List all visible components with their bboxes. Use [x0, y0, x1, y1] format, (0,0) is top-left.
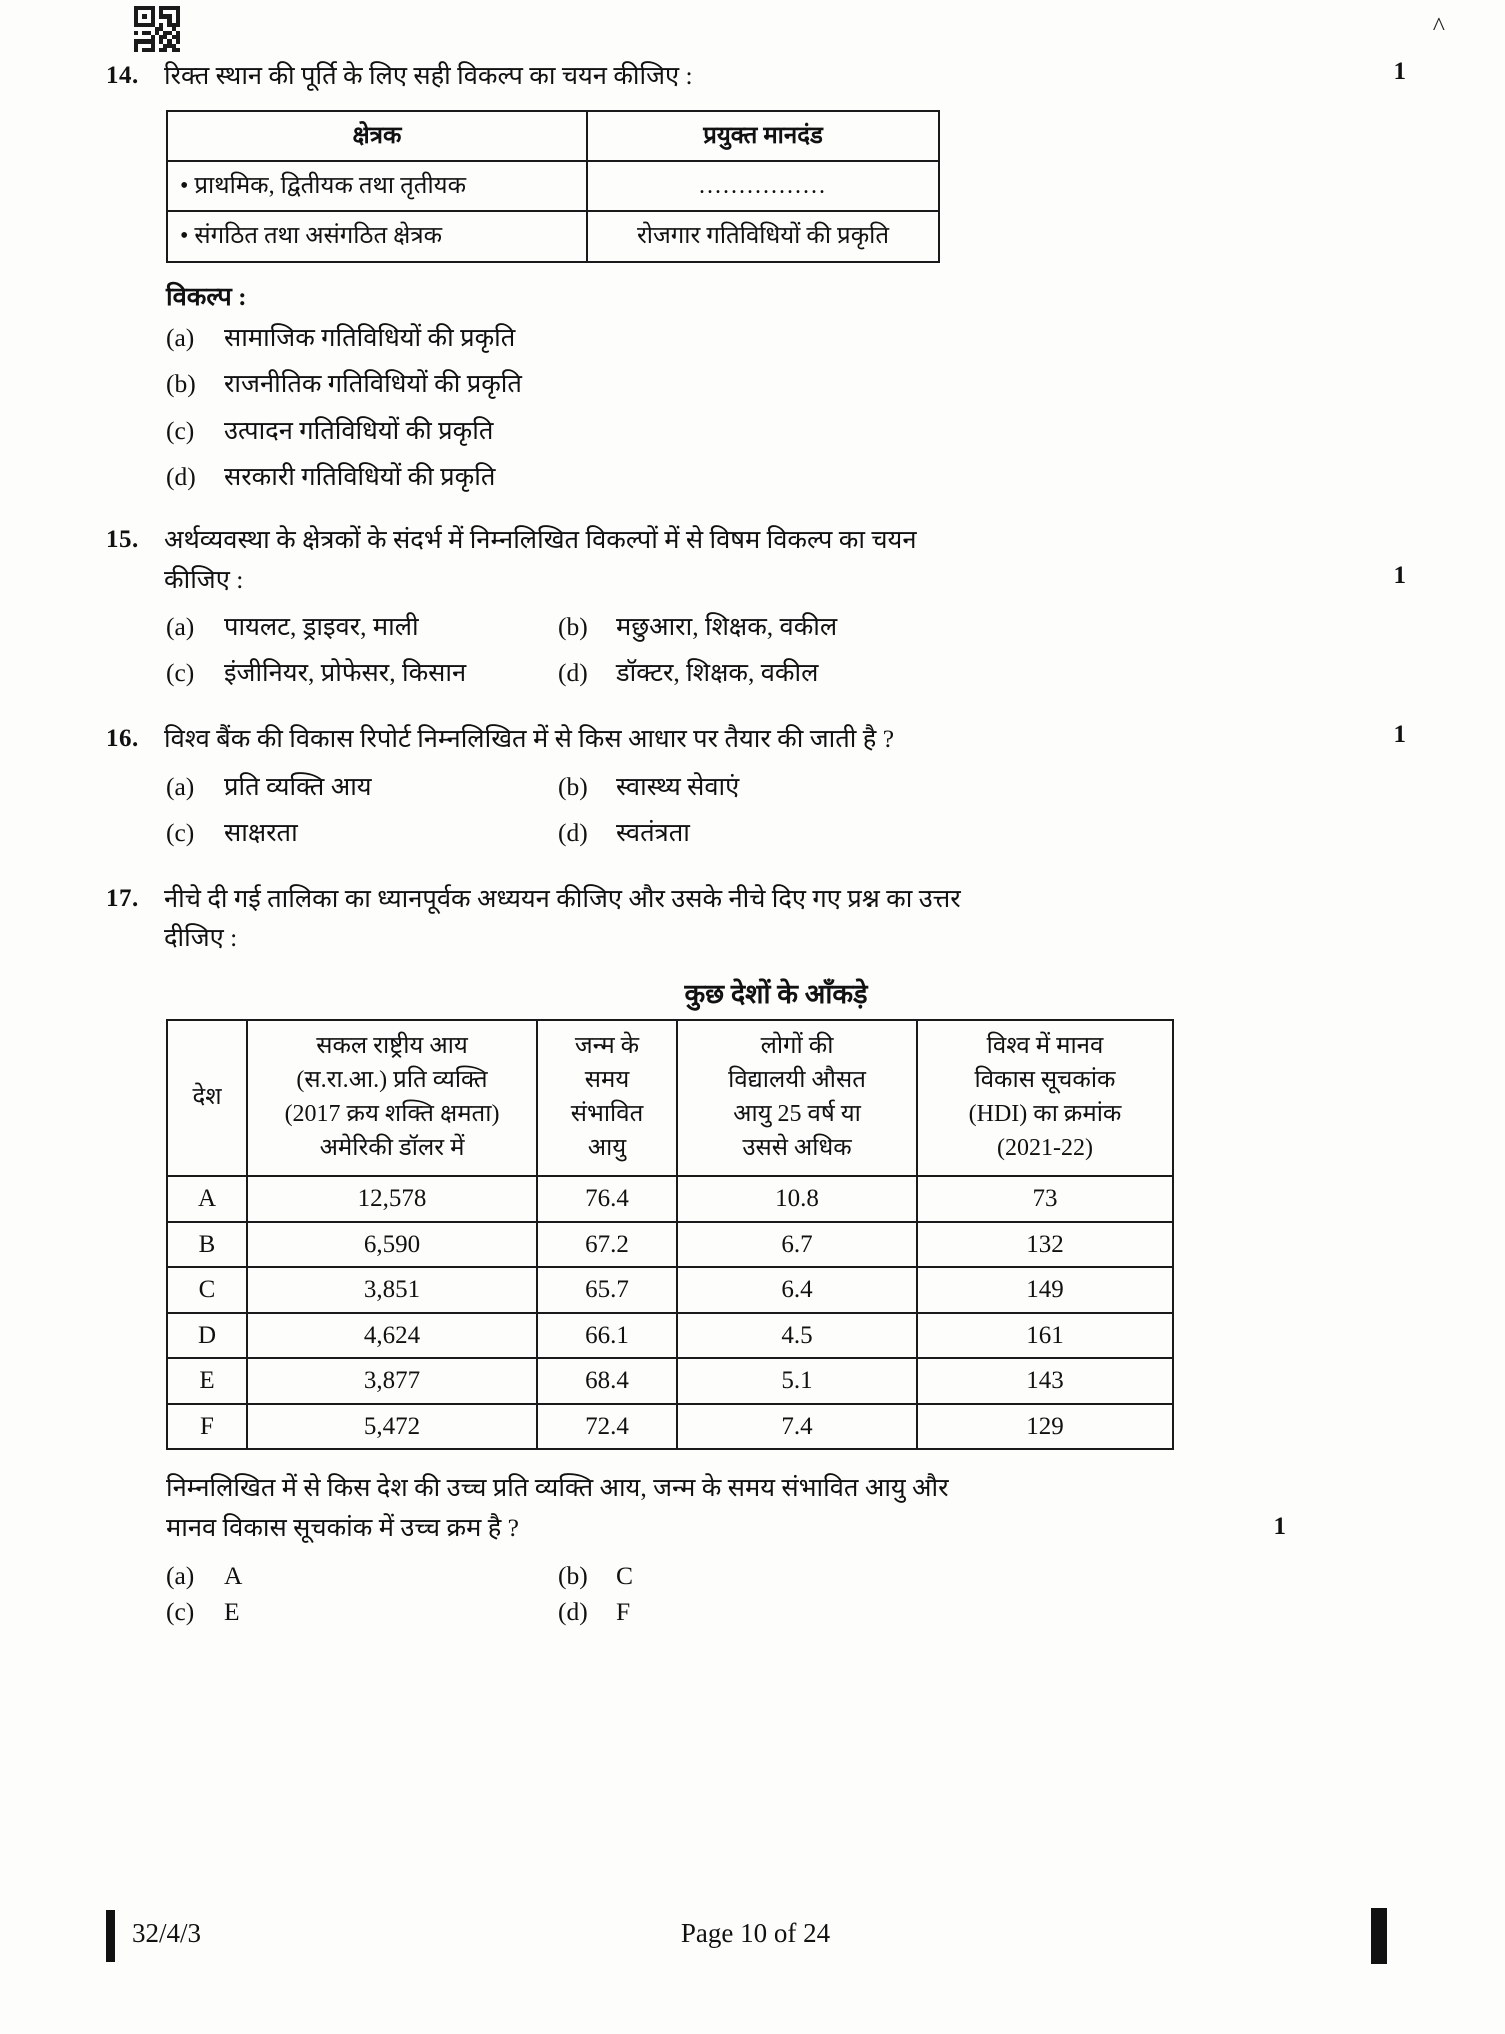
table-cell: 129 [917, 1404, 1173, 1450]
question-14-number: 14. [106, 62, 139, 89]
table-cell: 161 [917, 1313, 1173, 1359]
option-a[interactable] [166, 609, 558, 643]
table-cell: • प्राथमिक, द्वितीयक तथा तृतीयक [167, 161, 587, 211]
table-cell: 6.7 [677, 1222, 917, 1268]
option-label: इंजीनियर, प्रोफेसर, किसान [224, 658, 467, 688]
question-15-number: 15. [106, 526, 139, 554]
option-label: स्वास्थ्य सेवाएं [616, 771, 740, 801]
option-b[interactable] [558, 1561, 1406, 1591]
question-17-number: 17. [106, 884, 139, 912]
option-key: (d) [558, 1597, 588, 1627]
option-label: F [616, 1597, 631, 1627]
page-number: Page 10 of 24 [680, 1918, 831, 1948]
table-cell: 3,877 [247, 1358, 537, 1404]
question-14-options-label: विकल्प : [166, 281, 247, 311]
option-key: (d) [558, 658, 588, 688]
option-key: (a) [166, 771, 195, 801]
header-line: संभावित [570, 1101, 644, 1128]
table-header-cell: प्रयुक्त मानदंड [587, 111, 939, 161]
question-15-prompt-line1: अर्थव्यवस्था के क्षेत्रकों के संदर्भ में निम्नलिखित विकल्पों में से विषम विकल्प का चयन [164, 525, 917, 555]
table-cell: 3,851 [247, 1267, 537, 1313]
header-line: (स.रा.आ.) प्रति व्यक्ति [296, 1067, 488, 1094]
question-14 [106, 56, 1406, 96]
option-key: (c) [166, 817, 195, 847]
table-header-country [167, 1020, 247, 1176]
header-line: (HDI) का क्रमांक [968, 1101, 1122, 1128]
table-cell: 10.8 [677, 1176, 917, 1222]
option-label: डॉक्टर, शिक्षक, वकील [616, 658, 819, 688]
table-cell-country: F [167, 1404, 247, 1450]
header-line: (2017 क्रय शक्ति क्षमता) [284, 1101, 500, 1128]
question-15-marks: 1 [1393, 562, 1406, 590]
table-cell: 5,472 [247, 1404, 537, 1450]
question-17 [106, 879, 1406, 958]
question-16-options [166, 769, 1406, 849]
table-header-row [167, 1020, 1173, 1176]
table-cell: 72.4 [537, 1404, 677, 1450]
table-cell: 5.1 [677, 1358, 917, 1404]
option-c[interactable] [166, 815, 558, 849]
option-key: (b) [558, 771, 588, 801]
option-key: (b) [166, 369, 196, 399]
header-line: विश्व में मानव [986, 1032, 1104, 1059]
option-key: (c) [166, 1597, 195, 1627]
option-a[interactable] [166, 1561, 558, 1591]
option-b[interactable] [558, 609, 1406, 643]
option-key: (a) [166, 612, 195, 642]
option-label: उत्पादन गतिविधियों की प्रकृति [224, 415, 494, 445]
option-label: पायलट, ड्राइवर, माली [224, 612, 419, 642]
option-key: (c) [166, 415, 195, 445]
question-14-prompt: रिक्त स्थान की पूर्ति के लिए सही विकल्प का चयन कीजिए : [164, 61, 693, 90]
header-line: लोगों की [760, 1032, 834, 1059]
table-row [167, 1313, 1173, 1359]
option-key: (d) [166, 461, 196, 491]
table-cell: 143 [917, 1358, 1173, 1404]
header-line: अमेरिकी डॉलर में [319, 1135, 465, 1162]
table-header-row [167, 111, 939, 161]
paper-code: 32/4/3 [132, 1918, 202, 1948]
table-row [167, 1358, 1173, 1404]
table-header-cell: क्षेत्रक [167, 111, 587, 161]
table-row [167, 161, 939, 211]
questions-container [106, 56, 1406, 1627]
table-cell: 6,590 [247, 1222, 537, 1268]
table-cell-blank: ................ [587, 161, 939, 211]
header-line: देश [192, 1084, 222, 1111]
header-line: (2021-22) [997, 1135, 1093, 1162]
option-label: सामाजिक गतिविधियों की प्रकृति [224, 322, 516, 352]
table-cell: 67.2 [537, 1222, 677, 1268]
question-17-data-table [166, 1019, 1174, 1450]
option-label: C [616, 1561, 634, 1591]
right-bar-mark [1371, 1908, 1387, 1964]
table-cell-country: B [167, 1222, 247, 1268]
table-row [167, 1222, 1173, 1268]
question-15-options [166, 609, 1406, 689]
option-key: (b) [558, 1561, 588, 1591]
table-cell-country: E [167, 1358, 247, 1404]
question-17-marks: 1 [1273, 1513, 1286, 1541]
option-key: (c) [166, 658, 195, 688]
option-a[interactable] [166, 769, 558, 803]
header-line: आयु [587, 1135, 627, 1162]
header-line: विकास सूचकांक [974, 1067, 1116, 1094]
option-label: राजनीतिक गतिविधियों की प्रकृति [224, 369, 522, 399]
table-cell: 12,578 [247, 1176, 537, 1222]
question-16-number: 16. [106, 725, 139, 753]
question-16-marks: 1 [1393, 721, 1406, 749]
table-cell: 149 [917, 1267, 1173, 1313]
option-d[interactable] [558, 1597, 1406, 1627]
option-d[interactable] [166, 460, 1406, 494]
qr-code-icon [134, 6, 180, 52]
table-cell: 7.4 [677, 1404, 917, 1450]
header-line: सकल राष्ट्रीय आय [316, 1032, 468, 1059]
header-line: उससे अधिक [742, 1135, 852, 1162]
question-15-prompt-line2: कीजिए : [164, 564, 244, 594]
table-row [167, 211, 939, 261]
option-label: मछुआरा, शिक्षक, वकील [616, 612, 838, 642]
table-cell: 76.4 [537, 1176, 677, 1222]
option-key: (a) [166, 1561, 195, 1591]
header-line: जन्म के [574, 1032, 640, 1059]
option-d[interactable] [558, 815, 1406, 849]
sub-question-line2: मानव विकास सूचकांक में उच्च क्रम है ? [166, 1512, 519, 1542]
table-header-mean-schooling [677, 1020, 917, 1176]
table-cell: 73 [917, 1176, 1173, 1222]
table-cell: 6.4 [677, 1267, 917, 1313]
table-cell: 132 [917, 1222, 1173, 1268]
option-d[interactable] [558, 655, 1406, 689]
question-17-prompt-line1: नीचे दी गई तालिका का ध्यानपूर्वक अध्ययन कीजिए और उसके नीचे दिए गए प्रश्न का उत्तर [164, 883, 961, 913]
table-header-life-expectancy [537, 1020, 677, 1176]
table-header-gni [247, 1020, 537, 1176]
page-footer [106, 1908, 1445, 1968]
table-cell: रोजगार गतिविधियों की प्रकृति [587, 211, 939, 261]
table-row [167, 1267, 1173, 1313]
table-cell-country: C [167, 1267, 247, 1313]
header-line: विद्यालयी औसत [728, 1067, 866, 1094]
option-b[interactable] [166, 367, 1406, 401]
qr-module [176, 48, 180, 52]
option-b[interactable] [558, 769, 1406, 803]
table-cell-country: A [167, 1176, 247, 1222]
option-c[interactable] [166, 414, 1406, 448]
question-14-table [166, 110, 940, 263]
option-c[interactable] [166, 1597, 558, 1627]
option-key: (b) [558, 612, 588, 642]
question-17-table-title: कुछ देशों के आँकड़े [684, 978, 868, 1009]
table-cell: • संगठित तथा असंगठित क्षेत्रक [167, 211, 587, 261]
option-key: (d) [558, 817, 588, 847]
question-14-options [166, 321, 1406, 495]
header-line: समय [584, 1067, 630, 1094]
table-cell: 68.4 [537, 1358, 677, 1404]
question-16 [106, 719, 1406, 759]
question-17-options [166, 1561, 1406, 1627]
sub-question-line1: निम्नलिखित में से किस देश की उच्च प्रति व्यक्ति आय, जन्म के समय संभावित आयु और [166, 1473, 949, 1503]
table-cell: 4.5 [677, 1313, 917, 1359]
table-row [167, 1176, 1173, 1222]
table-cell: 66.1 [537, 1313, 677, 1359]
option-label: प्रति व्यक्ति आय [224, 771, 372, 801]
table-header-hdi-rank [917, 1020, 1173, 1176]
question-17-sub-question [166, 1468, 1286, 1547]
table-cell: 4,624 [247, 1313, 537, 1359]
option-a[interactable] [166, 321, 1406, 355]
option-label: स्वतंत्रता [616, 817, 690, 847]
option-c[interactable] [166, 655, 558, 689]
option-label: A [224, 1561, 243, 1591]
table-row [167, 1404, 1173, 1450]
option-key: (a) [166, 322, 195, 352]
table-cell: 65.7 [537, 1267, 677, 1313]
option-label: सरकारी गतिविधियों की प्रकृति [224, 461, 496, 491]
header-line: आयु 25 वर्ष या [733, 1101, 861, 1128]
option-label: साक्षरता [224, 817, 298, 847]
question-16-prompt: विश्व बैंक की विकास रिपोर्ट निम्नलिखित में से किस आधार पर तैयार की जाती है ? [164, 724, 895, 754]
option-label: E [224, 1597, 240, 1627]
table-cell-country: D [167, 1313, 247, 1359]
question-15 [106, 520, 1406, 599]
question-17-prompt-line2: दीजिए : [164, 923, 238, 953]
question-14-marks: 1 [1393, 58, 1406, 85]
caret-mark: ^ [1432, 12, 1445, 41]
